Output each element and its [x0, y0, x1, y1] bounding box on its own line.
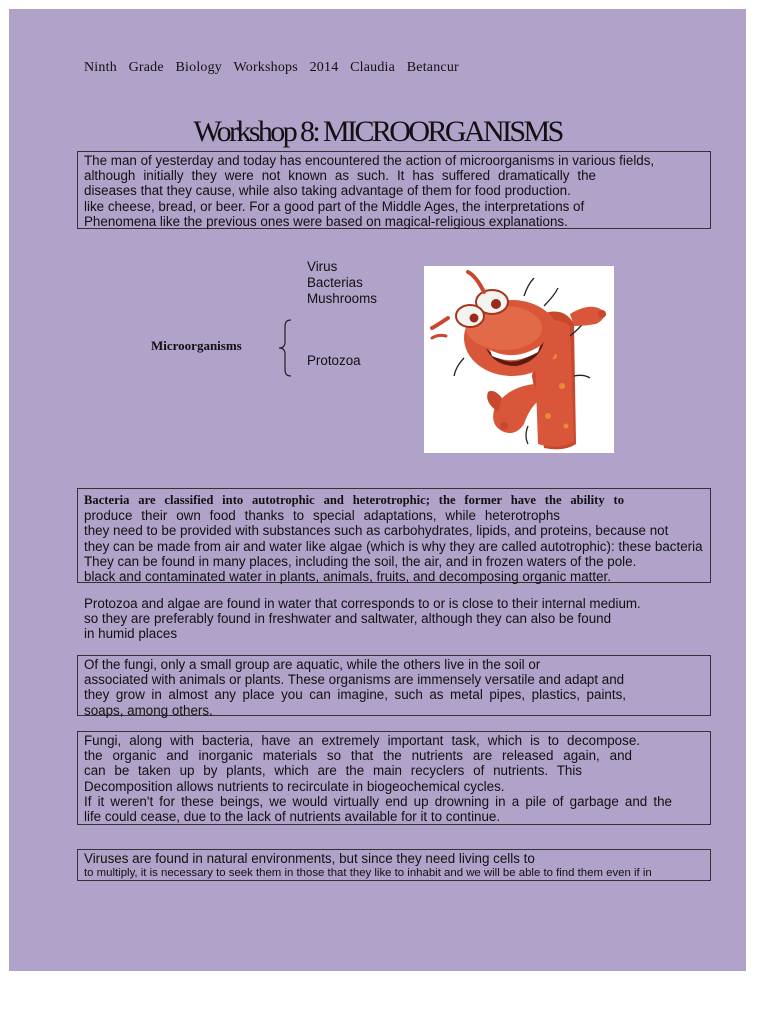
decomposition-box	[77, 731, 711, 825]
bacteria-line: They can be found in many places, including the soil, the air, and in frozen waters of the pole.	[84, 553, 637, 569]
classification-label: Microorganisms	[151, 338, 242, 353]
bacteria-line: they need to be provided with substances such as carbohydrates, lipids, and proteins, because not	[84, 523, 669, 539]
bacteria-line: produce their own food thanks to special adaptations, while heterotrophs	[84, 508, 560, 524]
virus-box	[77, 849, 711, 881]
decomposition-line: If it weren't for these beings, we would virtually end up drowning in a pile of garbage and the	[84, 793, 672, 809]
decomposition-line: Decomposition allows nutrients to recirculate in biogeochemical cycles.	[84, 778, 505, 794]
protozoa-line: in humid places	[84, 626, 178, 642]
fungi-line: soaps, among others.	[84, 702, 213, 718]
intro-box	[77, 151, 711, 229]
classification-item-mushrooms: Mushrooms	[307, 291, 377, 306]
protozoa-line: Protozoa and algae are found in water that corresponds to or is close to their internal medium.	[84, 596, 641, 611]
bacteria-box	[77, 488, 711, 583]
microbe-illustration	[424, 266, 614, 453]
bacteria-line: Bacteria are classified into autotrophic and heterotrophic; the former have the ability to	[84, 493, 624, 507]
classification-item-bacterias: Bacterias	[307, 275, 363, 290]
intro-line: although initially they were not known as such. It has suffered dramatically the	[84, 168, 596, 184]
classification-item-virus: Virus	[307, 259, 338, 274]
decomposition-line: can be taken up by plants, which are the main recyclers of nutrients. This	[84, 763, 582, 779]
decomposition-line: the organic and inorganic materials so that the nutrients are released again, and	[84, 748, 632, 764]
decomposition-line: life could cease, due to the lack of nutrients available for it to continue.	[84, 809, 501, 825]
fungi-line: associated with animals or plants. These organisms are immensely versatile and adapt and	[84, 672, 625, 688]
fungi-line: they grow in almost any place you can imagine, such as metal pipes, plastics, paints,	[84, 687, 626, 703]
bacteria-line: black and contaminated water in plants, animals, fruits, and decomposing organic matter.	[84, 569, 611, 585]
page-title: Workshop 8: MICROORGANISMS	[193, 115, 562, 148]
intro-line: The man of yesterday and today has encountered the action of microorganisms in various fields,	[84, 153, 655, 168]
microbe-cartoon-icon	[424, 266, 614, 453]
page-header: Ninth Grade Biology Workshops 2014 Claudia Betancur	[84, 60, 459, 75]
classification-item-protozoa: Protozoa	[307, 353, 361, 368]
document-page	[9, 9, 746, 971]
bacteria-line: they can be made from air and water like algae (which is why they are called autotrophic): these bacteria	[84, 538, 703, 554]
virus-line: Viruses are found in natural environments, but since they need living cells to	[84, 851, 535, 866]
fungi-line: Of the fungi, only a small group are aquatic, while the others live in the soil or	[84, 657, 541, 672]
decomposition-line: Fungi, along with bacteria, have an extremely important task, which is to decompose.	[84, 733, 640, 748]
intro-line: Phenomena like the previous ones were based on magical-religious explanations.	[84, 213, 568, 229]
protozoa-text	[77, 596, 711, 642]
brace-icon	[277, 319, 297, 377]
fungi-box	[77, 655, 711, 716]
intro-line: diseases that they cause, while also taking advantage of them for food production.	[84, 183, 571, 199]
protozoa-line: so they are preferably found in freshwater and saltwater, although they can also be found	[84, 611, 612, 627]
intro-line: like cheese, bread, or beer. For a good part of the Middle Ages, the interpretations of	[84, 198, 585, 214]
virus-line: to multiply, it is necessary to seek them in those that they like to inhabit and we will be able to find them even if in	[84, 867, 652, 880]
